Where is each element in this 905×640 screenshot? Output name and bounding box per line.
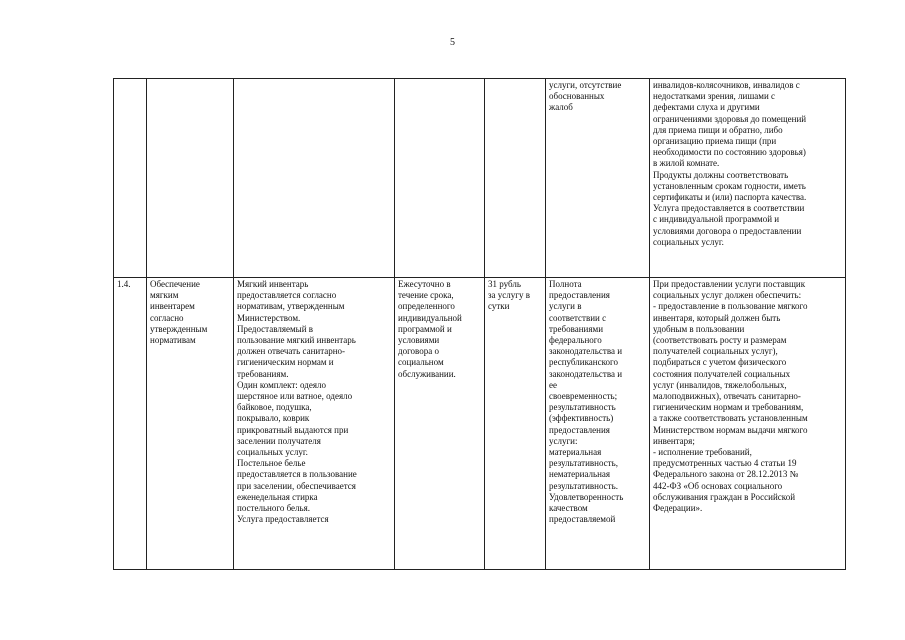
cell-timing: Ежесуточно в течение срока, определенного индивидуальной программой и условиями договора о социальном обслуживании. [395, 278, 485, 570]
cell-service-name: Обеспечение мягким инвентарем согласно утвержденным нормативам [147, 278, 234, 570]
page-number: 5 [450, 37, 455, 48]
cell-number: 1.4. [114, 278, 147, 570]
cell-description: Мягкий инвентарь предоставляется согласно нормативам, утвержденным Министерством. Предоставляемый в пользование мягкий инвентарь должен отвечать санитарно- гигиеническим нормам и требованиям. Один комплект: одеяло шерстяное или ватное, одеяло байковое, подушка, покрывало, коврик прикроватный выдаются при заселении получателя социальных услуг. Постельное белье предоставляется в пользование при заселении, обеспечивается еженедельная стирка постельного белья. Услуга предоставляется [234, 278, 395, 570]
cell-timing [395, 79, 485, 278]
cell-quality: услуги, отсутствие обоснованных жалоб [546, 79, 650, 278]
cell-description [234, 79, 395, 278]
cell-price [485, 79, 546, 278]
cell-service-name [147, 79, 234, 278]
cell-price: 31 рубль за услугу в сутки [485, 278, 546, 570]
services-table [113, 78, 846, 570]
table-row [114, 278, 846, 570]
cell-quality: Полнота предоставления услуги в соответствии с требованиями федерального законодательства и республиканского законодательства и ее своевременность; результативность (эффективность) предоставления услуги: материальная результативность, нематериальная результативность. Удовлетворенность качеством предоставляемой [546, 278, 650, 570]
table-row [114, 79, 846, 278]
cell-conditions: При предоставлении услуги поставщик социальных услуг должен обеспечить: - предоставление в пользование мягкого инвентаря, который должен быть удобным в пользовании (соответствовать росту и размерам получателей социальных услуг), подбираться с учетом физического состояния получателей социальных услуг (инвалидов, тяжелобольных, малоподвижных), отвечать санитарно- гигиеническим нормам и требованиям, а также соответствовать установленным Министерством нормам выдачи мягкого инвентаря; - исполнение требований, предусмотренных частью 4 статьи 19 Федерального закона от 28.12.2013 № 442-ФЗ «Об основах социального обслуживания граждан в Российской Федерации». [650, 278, 846, 570]
cell-number [114, 79, 147, 278]
cell-conditions: инвалидов-колясочников, инвалидов с недостатками зрения, лишами с дефектами слуха и другими ограничениями здоровья до помещений для приема пищи и обратно, либо организацию приема пищи (при необходимости по состоянию здоровья) в жилой комнате. Продукты должны соответствовать установленным срокам годности, иметь сертификаты и (или) паспорта качества. Услуга предоставляется в соответствии с индивидуальной программой и условиями договора о предоставлении социальных услуг. [650, 79, 846, 278]
